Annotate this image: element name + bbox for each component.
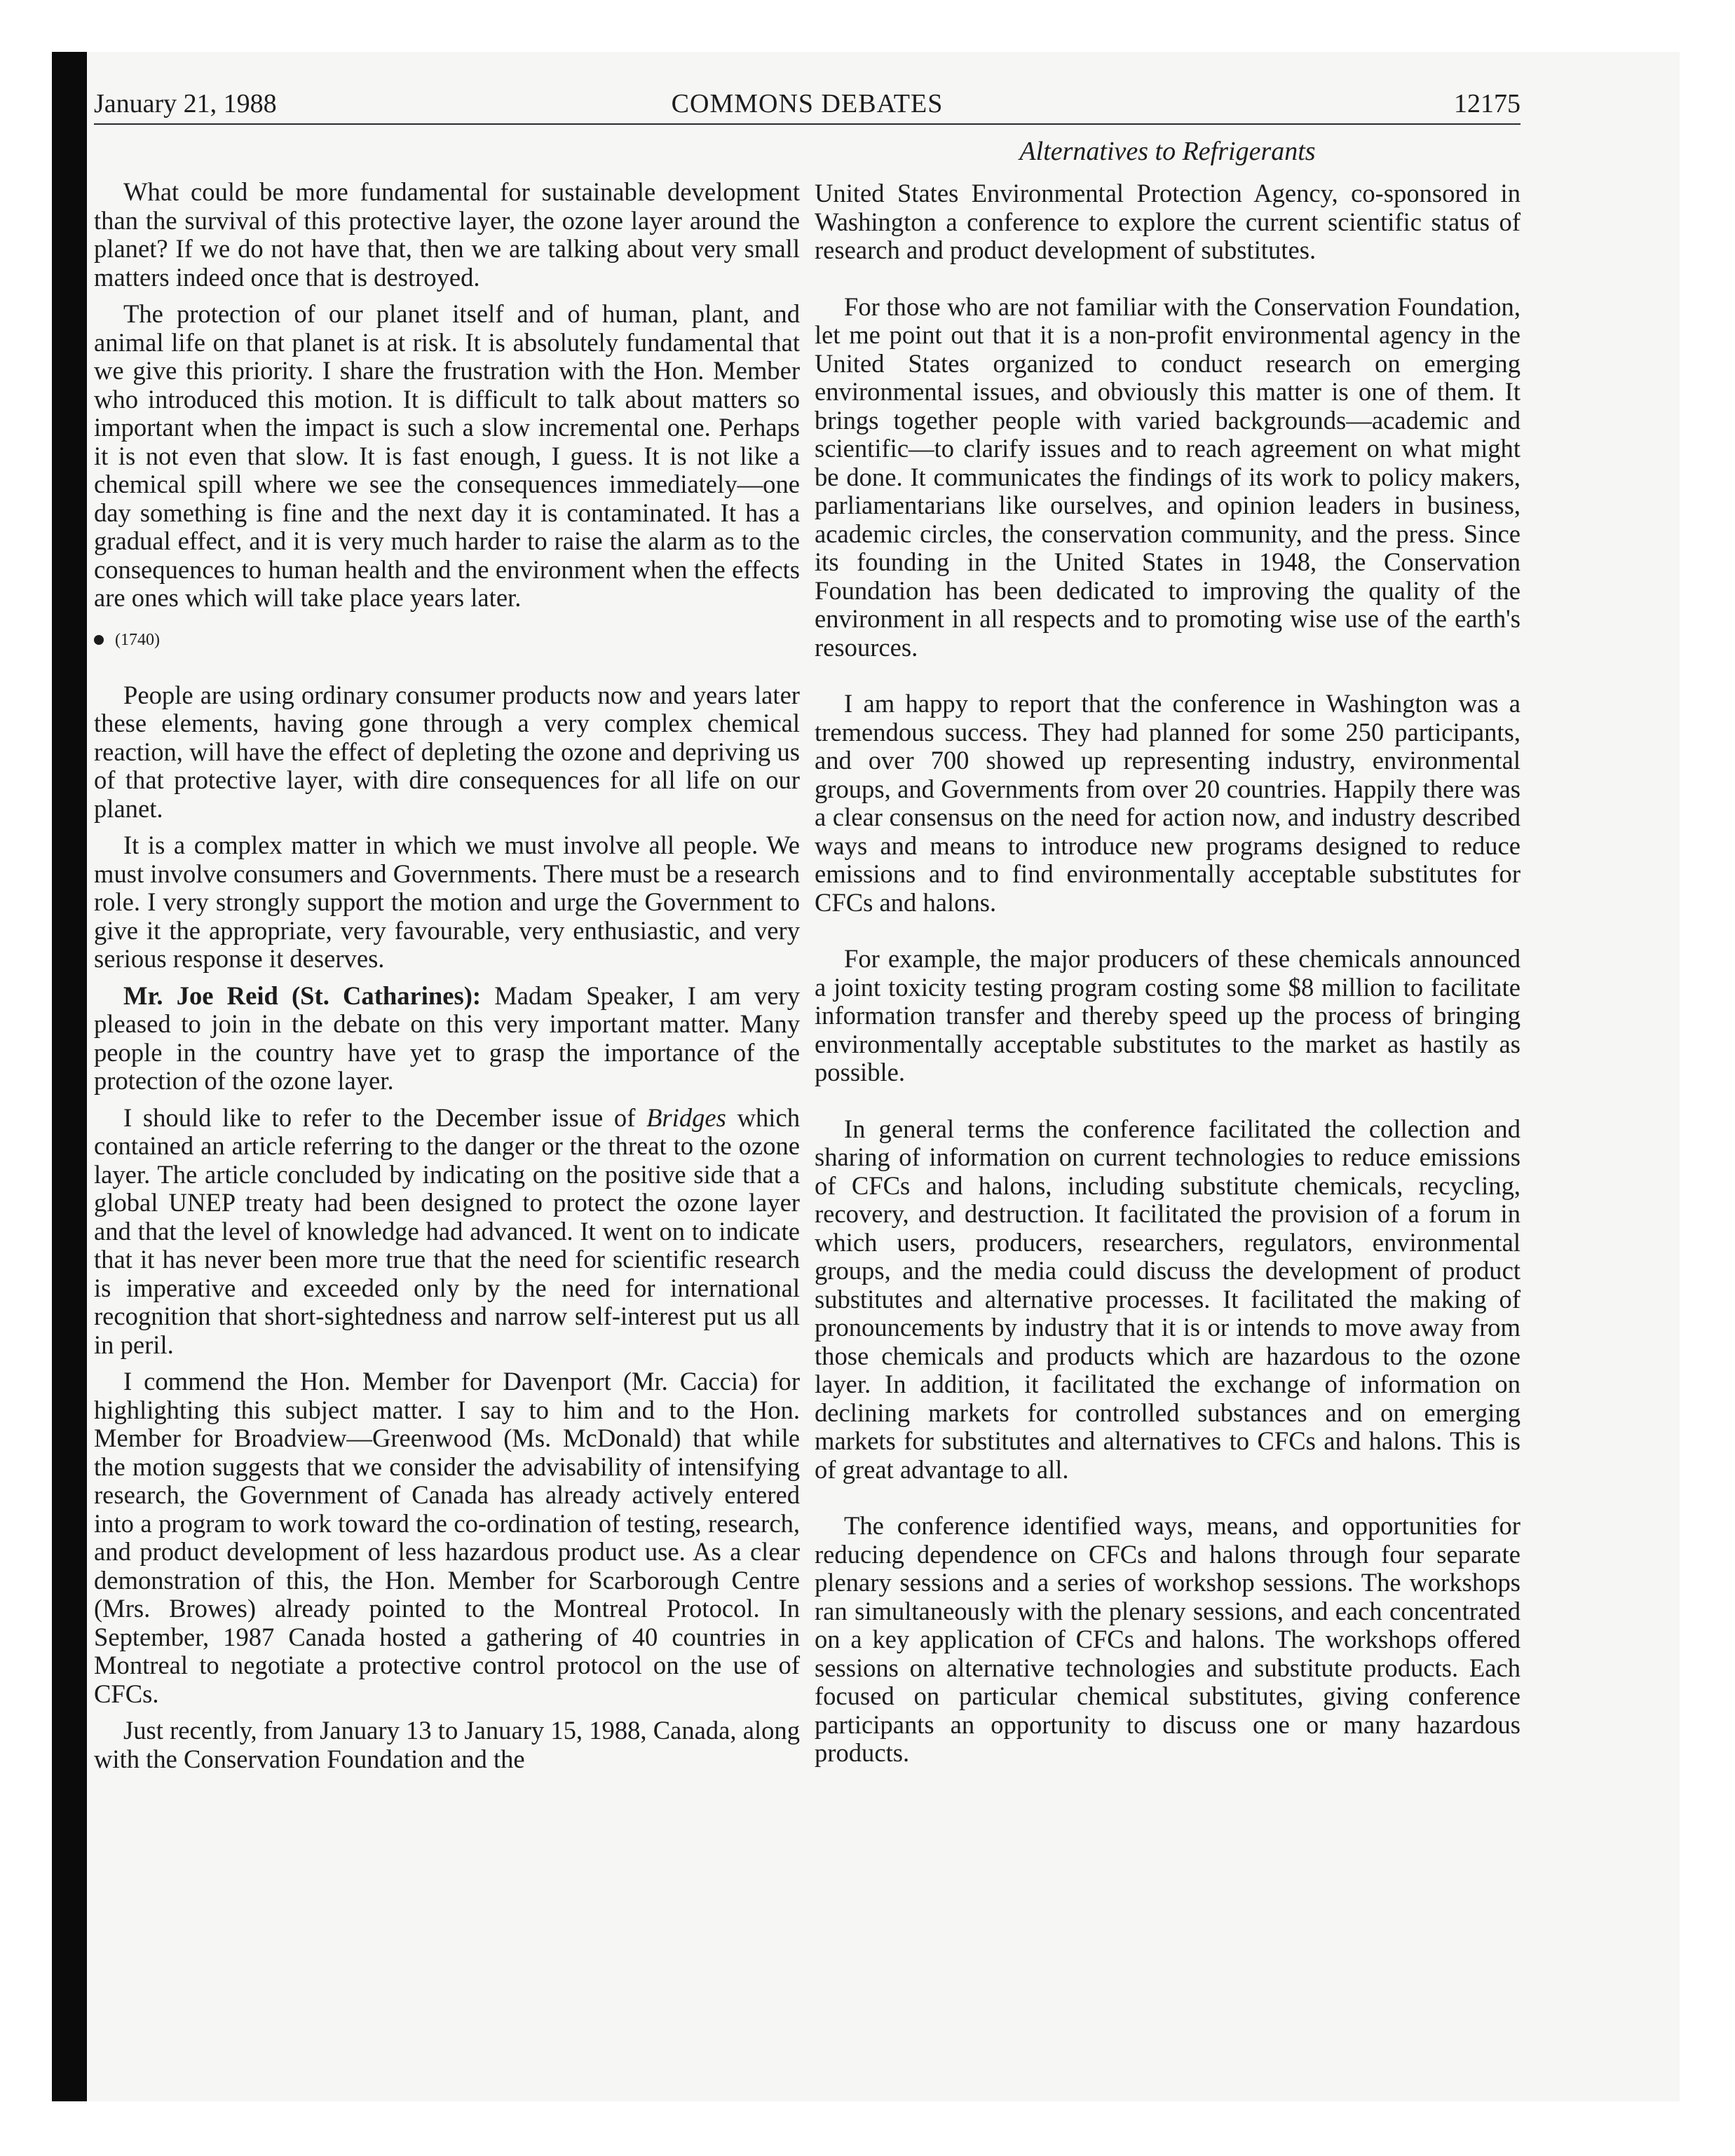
header-publication: COMMONS DEBATES [671, 89, 944, 118]
text-run: which contained an article referring to the danger or the threat to the ozone layer. The article concluded by indicating on the positive side that a global UNEP treaty had been designed to protect the ozone layer and that the level of knowledge had advanced. It went on to indicate that it has never been more true that the need for scientific research is imperative and exceeded only by the need for international recognition that short-sightedness and narrow self-interest put us all in peril. [94, 1103, 800, 1359]
paragraph [94, 1104, 800, 1360]
paragraph: It is a complex matter in which we must involve all people. We must involve consumers and Governments. There must be a research role. I very strongly support the motion and urge the Government to give it the appropriate, very favourable, very enthusiastic, and very serious response it deserves. [94, 831, 800, 973]
paragraph: For those who are not familiar with the Conservation Foundation, let me point out that it is a non-profit environmental agency in the United States organized to conduct research on emerging environmental issues, and obviously this matter is one of them. It brings together people with varied backgrounds—academic and scientific—to clarify issues and to reach agreement on what might be done. It communicates the findings of its work to policy makers, parliamentarians like ourselves, and opinion leaders in business, academic circles, the conservation community, and the press. Since its founding in the United States in 1948, the Conservation Foundation has been dedicated to improving the quality of the environment in all respects and to promoting wise use of the earth's resources. [815, 292, 1520, 662]
header-rule [94, 123, 1520, 125]
timestamp-text: (1740) [115, 630, 160, 649]
binding-edge [52, 52, 87, 2101]
bullet-icon [94, 635, 104, 645]
paragraph [94, 982, 800, 1096]
paragraph: For example, the major producers of these chemicals announced a joint toxicity testing program costing some $8 million to facilitate information transfer and thereby speed up the process of bringing environmentally acceptable substitutes to the market as hastily as possible. [815, 944, 1520, 1086]
paragraph: The protection of our planet itself and of human, plant, and animal life on that planet is at risk. It is absolutely fundamental that we give this priority. I share the frustration with the Hon. Member who introduced this motion. It is difficult to talk about matters so important when the impact is such a slow incremental one. Perhaps it is not even that slow. It is fast enough, I guess. It is not like a chemical spill where we see the consequences immediately—one day something is fine and the next day it is contaminated. It has a gradual effect, and it is very much harder to raise the alarm as to the consequences to human health and the environment when the effects are ones which will take place years later. [94, 299, 800, 612]
paragraph: What could be more fundamental for sustainable development than the survival of this protective layer, the ozone layer around the planet? If we do not have that, then we are talking about very small matters indeed once that is destroyed. [94, 177, 800, 292]
left-column [94, 178, 800, 1782]
paragraph: Just recently, from January 13 to January 15, 1988, Canada, along with the Conservation Foundation and the [94, 1716, 800, 1773]
timestamp-marker [94, 629, 800, 650]
text-run: I should like to refer to the December issue of [123, 1103, 647, 1132]
paragraph: The conference identified ways, means, and opportunities for reducing dependence on CFCs and halons through four separate plenary sessions and a series of workshop sessions. The workshops ran simultaneously with the plenary sessions, and each concentrated on a key application of CFCs and halons. The workshops offered sessions on alternative technologies and substitute products. Each focused on particular chemical substitutes, giving conference participants an opportunity to discuss one or many hazardous products. [815, 1511, 1520, 1767]
header-date: January 21, 1988 [94, 89, 277, 118]
right-column [815, 179, 1520, 1776]
speech-text: Madam Speaker, I am very pleased to join in the debate on this very important matter. Many people in the country have yet to grasp the importance of the protection of the ozone layer. [94, 981, 800, 1095]
speaker-name: Mr. Joe Reid (St. Catharines): [123, 981, 482, 1010]
paragraph: I commend the Hon. Member for Davenport (Mr. Caccia) for highlighting this subject matter. I say to him and to the Hon. Member for Broadview—Greenwood (Ms. McDonald) that while the motion suggests that we consider the advisability of intensifying research, the Government of Canada has already actively entered into a program to work toward the co-ordination of testing, research, and product development of less hazardous product use. As a clear demonstration of this, the Hon. Member for Scarborough Centre (Mrs. Browes) already pointed to the Montreal Protocol. In September, 1987 Canada hosted a gathering of 40 countries in Montreal to negotiate a protective control protocol on the use of CFCs. [94, 1367, 800, 1708]
header-page-number: 12175 [1454, 89, 1520, 118]
paragraph: I am happy to report that the conference in Washington was a tremendous success. They had planned for some 250 participants, and over 700 showed up representing industry, environmental groups, and Governments from over 20 countries. Happily there was a clear consensus on the need for action now, and industry described ways and means to introduce new programs designed to reduce emissions and to find environmentally acceptable substitutes for CFCs and halons. [815, 689, 1520, 917]
subject-heading: Alternatives to Refrigerants [1019, 137, 1316, 166]
paragraph: In general terms the conference facilitated the collection and sharing of information on current technologies to reduce emissions of CFCs and halons, including substitute chemicals, recycling, recovery, and destruction. It facilitated the provision of a forum in which users, producers, researchers, regulators, environmental groups, and the media could discuss the development of product substitutes and alternative processes. It facilitated the making of pronouncements by industry that it is or intends to move away from those chemicals and products which are hazardous to the ozone layer. In addition, it facilitated the exchange of information on declining markets for controlled substances and on emerging markets for substitutes and alternatives to CFCs and halons. This is of great advantage to all. [815, 1114, 1520, 1484]
paragraph: People are using ordinary consumer products now and years later these elements, having gone through a very complex chemical reaction, will have the effect of depleting the ozone and depriving us of that protective layer, with dire consequences for all life on our planet. [94, 680, 800, 823]
page-header [94, 87, 1520, 121]
paragraph: United States Environmental Protection Agency, co-sponsored in Washington a conference to explore the current scientific status of research and product development of substitutes. [815, 179, 1520, 264]
publication-title: Bridges [646, 1103, 726, 1132]
